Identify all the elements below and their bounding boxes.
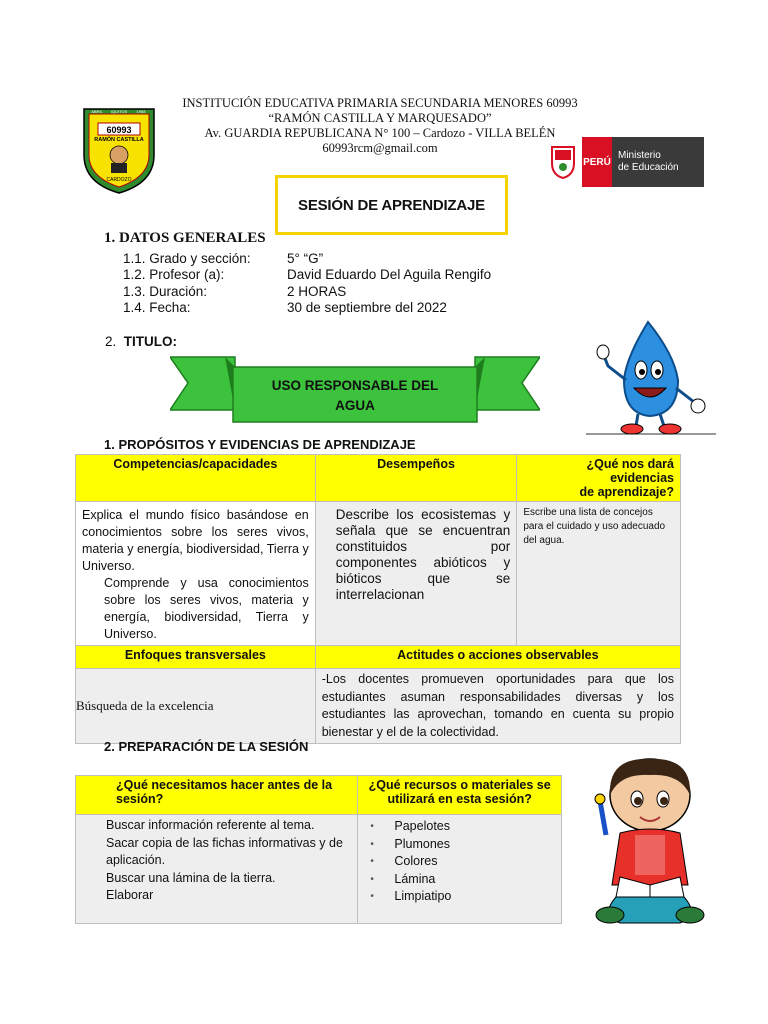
- ministry-line2: de Educación: [618, 162, 679, 173]
- acciones-header: [76, 776, 358, 815]
- actitudes-header: Actitudes o acciones observables: [315, 646, 680, 669]
- accion-text: Buscar una lámina de la tierra.: [106, 870, 276, 885]
- table-row: [76, 815, 562, 924]
- crest-top-mid: IQUITOS: [110, 109, 128, 114]
- peru-shield-icon: [548, 137, 578, 187]
- materiales-cell: [358, 815, 562, 924]
- propositos-heading: 1. PROPÓSITOS Y EVIDENCIAS DE APRENDIZAJE: [104, 437, 416, 452]
- table-header-row: [76, 646, 681, 669]
- profesor-label: 1.2. Profesor (a):: [123, 267, 225, 282]
- accion-text: Buscar información referente al tema.: [106, 818, 315, 832]
- fecha-label: 1.4. Fecha:: [123, 300, 191, 315]
- fecha-value: 30 de septiembre del 2022: [287, 300, 447, 315]
- competencia-text: Explica el mundo físico basándose en conocimientos sobre los seres vivos, materia y energía, biodiversidad, Tierra y Universo.: [82, 508, 309, 573]
- table-header-row: [76, 455, 681, 502]
- school-subname: “RAMÓN CASTILLA Y MARQUESADO”: [268, 111, 492, 125]
- preparacion-table: [75, 775, 562, 924]
- school-email: 60993rcm@gmail.com: [322, 141, 438, 155]
- titulo-number: 2.: [105, 334, 117, 349]
- capacidad-text: Comprende y usa conocimientos sobre los seres vivos, materia y energía, biodiversidad, Tierra y Universo.: [104, 576, 309, 641]
- ministry-line1: Ministerio: [618, 150, 661, 161]
- acciones-cell: [76, 815, 358, 924]
- accion-text: Sacar copia de las fichas informativas y de: [106, 835, 343, 850]
- grado-value: 5° “G”: [287, 251, 324, 266]
- list-item: [84, 852, 351, 870]
- crest-number: 60993: [106, 125, 132, 135]
- school-address: Av. GUARDIA REPUBLICANA N° 100 – Cardozo - VILLA BELÉN: [204, 126, 556, 140]
- evidencias-header-line1: ¿Qué nos dará evidencias: [586, 457, 674, 485]
- competencia-cell: [76, 502, 316, 646]
- list-item: • Colores: [364, 853, 555, 871]
- session-title-box: SESIÓN DE APRENDIZAJE: [275, 175, 508, 235]
- materiales-header: [358, 776, 562, 815]
- school-name: INSTITUCIÓN EDUCATIVA PRIMARIA SECUNDARIA MENORES 60993: [182, 96, 578, 110]
- evidencias-header-line2: de aprendizaje?: [579, 485, 674, 499]
- evidencia-cell: Escribe una lista de concejos para el cuidado y uso adecuado del agua.: [517, 502, 681, 646]
- table-row: [76, 502, 681, 646]
- table-header-row: [76, 776, 562, 815]
- propositos-table: [75, 454, 681, 744]
- crest-top-left: ABRIL: [91, 109, 103, 114]
- list-item: • Plumones: [364, 836, 555, 854]
- capacidad-item: [82, 575, 309, 643]
- profesor-value: David Eduardo Del Aguila Rengifo: [287, 267, 492, 282]
- school-header: [160, 96, 600, 156]
- list-item: [84, 887, 351, 905]
- child-reading-image: [580, 755, 720, 930]
- list-item: • Lámina: [364, 871, 555, 889]
- enfoque-cell: Búsqueda de la excelencia: [76, 669, 316, 744]
- enfoques-header: Enfoques transversales: [76, 646, 316, 669]
- list-item: [84, 870, 351, 888]
- list-item: • Papelotes: [364, 818, 555, 836]
- list-item: [84, 835, 351, 853]
- banner-line1: USO RESPONSABLE DEL: [271, 378, 439, 393]
- titulo-heading: [105, 334, 177, 349]
- actitud-cell: -Los docentes promueven oportunidades para que los estudiantes asuman responsabilidades diversas y los estudiantes las aprovechan, tomando en cuenta su propio bienestar y el de la colectividad.: [315, 669, 680, 744]
- crest-bottom: CARDOZO: [106, 177, 132, 183]
- competencias-header: Competencias/capacidades: [76, 455, 316, 502]
- materiales-list: [364, 818, 555, 906]
- school-crest-logo: [80, 103, 158, 195]
- peru-label: PERÚ: [582, 137, 612, 187]
- ministry-name: [612, 137, 704, 187]
- crest-name: RAMÓN CASTILLA: [94, 137, 144, 143]
- desempeno-cell: [315, 502, 517, 646]
- crest-top-right: 1968: [136, 109, 146, 114]
- desempeno-text: Describe los ecosistemas y señala que se encuentran constituidos por componentes abióticos y bióticos que se interrelacionan: [335, 507, 511, 602]
- preparacion-heading: 2. PREPARACIÓN DE LA SESIÓN: [104, 739, 309, 754]
- banner-title: [235, 376, 475, 416]
- banner-line2: AGUA: [335, 398, 375, 413]
- materiales-header-line1: ¿Qué recursos o materiales se: [368, 778, 551, 792]
- accion-text: Elaborar: [106, 888, 154, 902]
- materiales-header-line2: utilizará en esta sesión?: [387, 792, 532, 806]
- acciones-header-line2: sesión?: [116, 792, 164, 806]
- ministry-logo: [548, 137, 704, 187]
- desempenos-header: Desempeños: [315, 455, 517, 502]
- duracion-value: 2 HORAS: [287, 284, 347, 299]
- list-item: • Limpiatipo: [364, 888, 555, 906]
- water-drop-mascot-image: [586, 318, 716, 438]
- list-item: [84, 817, 351, 835]
- evidencias-header: [517, 455, 681, 502]
- desempeno-item: [322, 507, 511, 603]
- accion-text: aplicación.: [106, 853, 166, 867]
- titulo-label: TITULO:: [123, 334, 178, 349]
- table-row: [76, 669, 681, 744]
- grado-label: 1.1. Grado y sección:: [123, 251, 251, 266]
- datos-heading: 1. DATOS GENERALES: [104, 230, 266, 246]
- duracion-label: 1.3. Duración:: [123, 284, 208, 299]
- acciones-header-line1: ¿Qué necesitamos hacer antes de la: [116, 778, 333, 792]
